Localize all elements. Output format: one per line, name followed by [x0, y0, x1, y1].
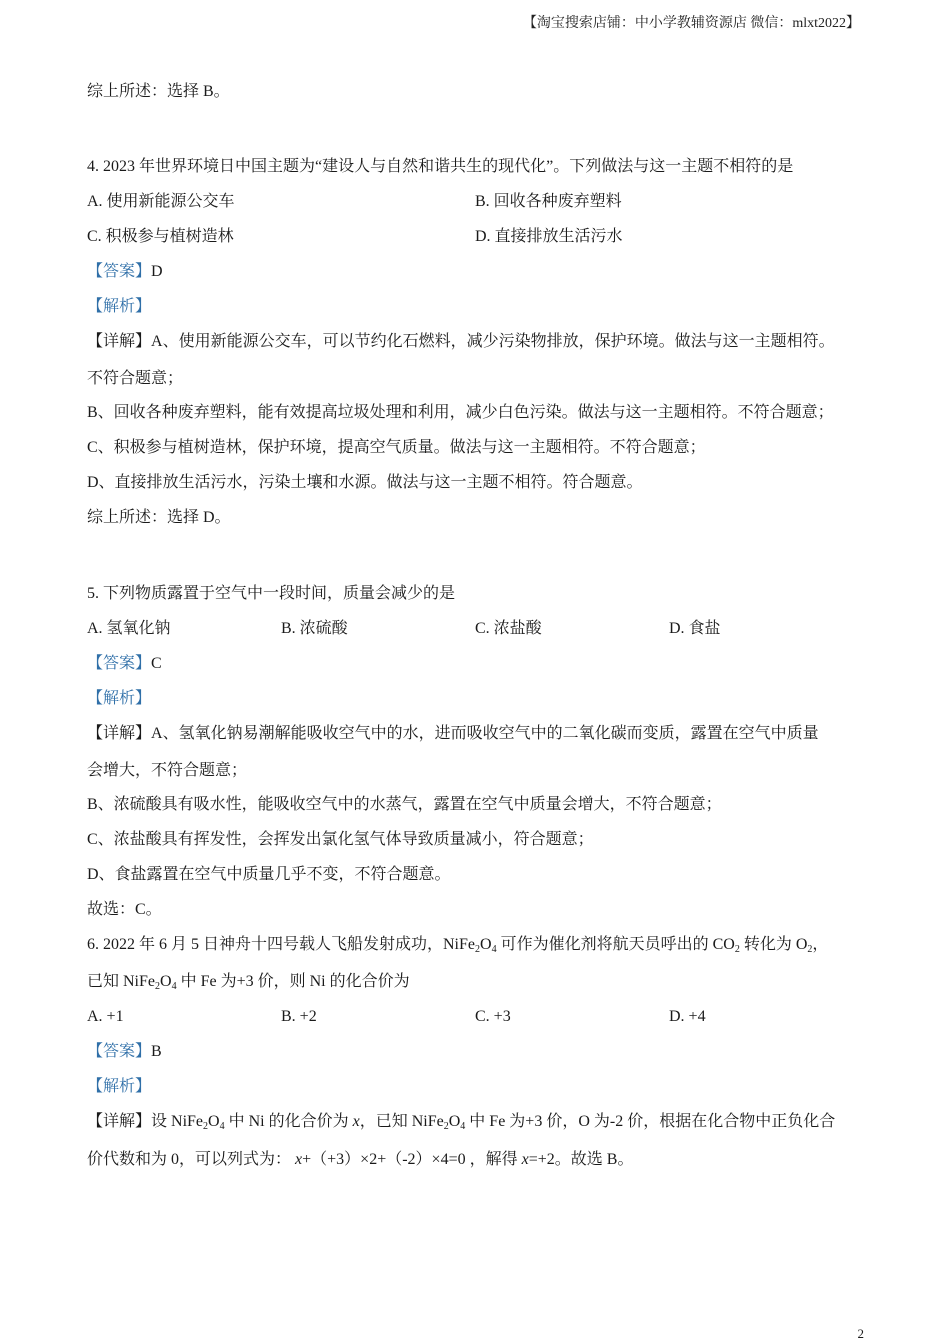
q6-stem-text: 可作为催化剂将航天员呼出的 CO — [496, 936, 735, 953]
q5-stem: 5. 下列物质露置于空气中一段时间，质量会减少的是 — [87, 585, 456, 602]
q6-detail-text: =+2。故选 B。 — [528, 1151, 634, 1168]
q6-answer-value: B — [151, 1043, 162, 1060]
q6-detail-text: 中 Ni 的化合价为 — [224, 1113, 353, 1130]
q4-analysis — [87, 297, 151, 317]
analysis-tag: 【解析】 — [87, 690, 152, 707]
q6-detail-text: 中 Fe 为+3 价，O 为-2 价，根据在化合物中正负化合 — [465, 1113, 836, 1130]
q5-detail-3: C、浓盐酸具有挥发性，会挥发出氯化氢气体导致质量减小，符合题意； — [87, 831, 594, 848]
page-header: 【淘宝搜索店铺：中小学教辅资源店 微信：mlxt2022】 — [522, 16, 860, 31]
formula-o: O — [448, 1113, 461, 1130]
q4-answer — [87, 262, 163, 282]
analysis-tag: 【解析】 — [87, 298, 152, 315]
q6-stem-2 — [87, 972, 410, 992]
answer-tag: 【答案】 — [87, 263, 152, 280]
q4-stem: 4. 2023 年世界环境日中国主题为“建设人与自然和谐共生的现代化”。下列做法与这一主题不相符的是 — [87, 158, 794, 175]
q5-summary: 故选：C。 — [87, 901, 162, 918]
q5-detail-2: B、浓硫酸具有吸水性，能吸收空气中的水蒸气，露置在空气中质量会增大，不符合题意； — [87, 796, 722, 813]
q6-stem-text: 转化为 O — [739, 936, 808, 953]
analysis-tag: 【解析】 — [87, 1078, 152, 1095]
q5-detail-1b: 会增大，不符合题意； — [87, 762, 248, 779]
q4-summary: 综上所述：选择 D。 — [87, 509, 231, 526]
subscript: 2 — [155, 981, 161, 992]
q6-answer — [87, 1042, 162, 1062]
variable-x: x — [295, 1151, 303, 1168]
detail-tag: 【详解】 — [87, 1113, 152, 1130]
answer-tag: 【答案】 — [87, 655, 152, 672]
page-number: 2 — [857, 1326, 864, 1341]
q5-detail-1 — [87, 724, 819, 744]
q6-detail-1 — [87, 1112, 835, 1132]
q4-option-b: B. 回收各种废弃塑料 — [475, 193, 622, 210]
prev-summary: 综上所述：选择 B。 — [87, 83, 230, 100]
q6-option-c: C. +3 — [475, 1008, 511, 1025]
q5-option-c: C. 浓盐酸 — [475, 620, 542, 637]
q5-option-d: D. 食盐 — [669, 620, 721, 637]
q4-detail-1b: 不符合题意； — [87, 370, 184, 387]
subscript: 2 — [443, 1121, 449, 1132]
q6-stem-text: 已知 NiFe — [87, 973, 156, 990]
q4-detail-1-text: A、使用新能源公交车，可以节约化石燃料，减少污染物排放，保护环境。做法与这一主题相符。 — [151, 333, 835, 350]
formula-o: O — [160, 973, 172, 990]
detail-tag: 【详解】 — [87, 333, 152, 350]
q4-option-d: D. 直接排放生活污水 — [475, 228, 623, 245]
subscript: 2 — [203, 1121, 209, 1132]
q6-option-b: B. +2 — [281, 1008, 317, 1025]
q6-detail-2 — [87, 1150, 633, 1170]
q6-detail-text: 设 NiFe — [151, 1113, 204, 1130]
q6-stem-text: 中 Fe 为+3 价，则 Ni 的化合价为 — [176, 973, 410, 990]
q5-answer — [87, 654, 162, 674]
q5-option-b: B. 浓硫酸 — [281, 620, 348, 637]
q4-option-a: A. 使用新能源公交车 — [87, 193, 235, 210]
q6-stem-text: ， — [812, 936, 829, 953]
q5-option-a: A. 氢氧化钠 — [87, 620, 171, 637]
q4-detail-1 — [87, 332, 835, 352]
q5-detail-4: D、食盐露置在空气中质量几乎不变，不符合题意。 — [87, 866, 451, 883]
q4-detail-4: D、直接排放生活污水，污染土壤和水源。做法与这一主题不相符。符合题意。 — [87, 474, 643, 491]
formula-o: O — [208, 1113, 220, 1130]
subscript: 2 — [475, 944, 481, 955]
q4-detail-2: B、回收各种废弃塑料，能有效提高垃圾处理和利用，减少白色污染。做法与这一主题相符。不符合题意； — [87, 404, 834, 421]
q6-stem — [87, 935, 828, 955]
q6-detail-text: +（+3）×2+（-2）×4=0 ，解得 — [302, 1151, 522, 1168]
formula-o: O — [480, 936, 492, 953]
subscript: 4 — [491, 944, 497, 955]
q6-option-a: A. +1 — [87, 1008, 124, 1025]
answer-tag: 【答案】 — [87, 1043, 152, 1060]
q5-answer-value: C — [151, 655, 162, 672]
q5-analysis — [87, 689, 151, 709]
subscript: 4 — [460, 1121, 466, 1132]
subscript: 4 — [171, 981, 177, 992]
variable-x: x — [521, 1151, 529, 1168]
q4-answer-value: D — [151, 263, 163, 280]
variable-x: x — [352, 1113, 360, 1130]
q6-analysis — [87, 1077, 151, 1097]
q6-stem-text: 6. 2022 年 6 月 5 日神舟十四号载人飞船发射成功，NiFe — [87, 936, 476, 953]
q4-option-c: C. 积极参与植树造林 — [87, 228, 234, 245]
q6-detail-text: ，已知 NiFe — [359, 1113, 444, 1130]
q4-detail-3: C、积极参与植树造林，保护环境，提高空气质量。做法与这一主题相符。不符合题意； — [87, 439, 706, 456]
detail-tag: 【详解】 — [87, 725, 152, 742]
q6-option-d: D. +4 — [669, 1008, 706, 1025]
subscript: 2 — [734, 944, 740, 955]
q6-detail-text: 价代数和为 0，可以列式为： — [87, 1151, 296, 1168]
subscript: 4 — [219, 1121, 225, 1132]
q5-detail-1-text: A、氢氧化钠易潮解能吸收空气中的水，进而吸收空气中的二氧化碳而变质，露置在空气中质量 — [151, 725, 819, 742]
subscript: 2 — [807, 944, 813, 955]
